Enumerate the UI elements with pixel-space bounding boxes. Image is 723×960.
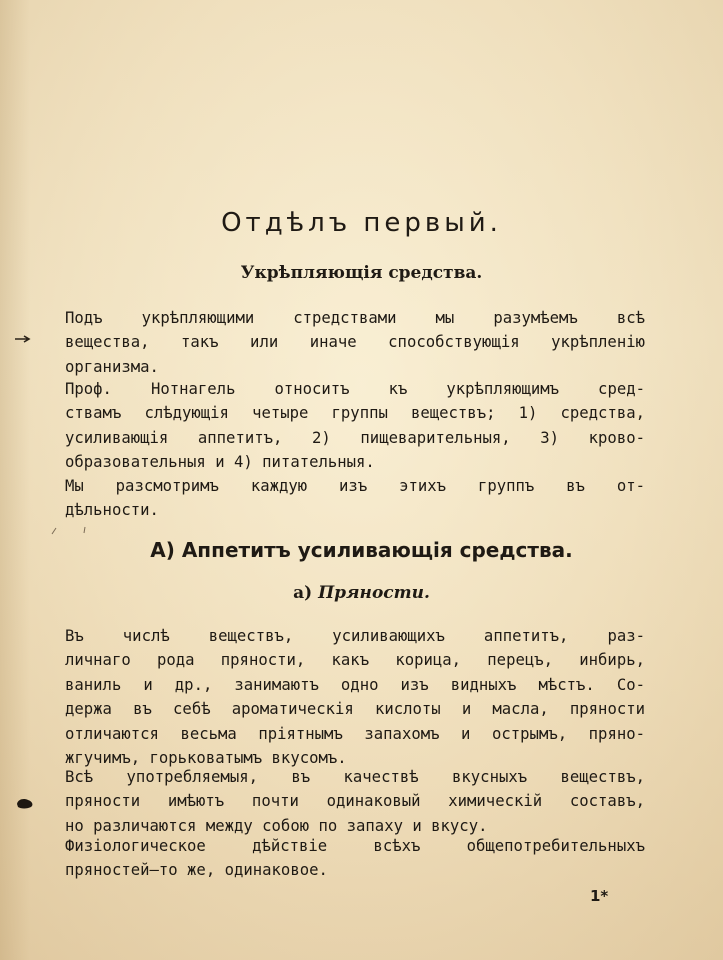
text-line: личнаго рода пряности, какъ корица, перецъ, инбирь, <box>65 651 645 670</box>
text-line: но различаются между собою по запаху и вкусу. <box>65 816 488 835</box>
text-line: организма. <box>65 357 159 376</box>
text-line: ствамъ слѣдующія четыре группы веществъ; 1) средства, <box>65 404 645 423</box>
subsection-heading: А) Аппетитъ усиливающія средства. <box>150 538 573 562</box>
section-subtitle: Укрѣпляющія средства. <box>240 263 483 283</box>
text-line: жгучимъ, горьковатымъ вкусомъ. <box>65 749 347 768</box>
text-line: вещества, такъ или иначе способствующія укрѣпленію <box>65 333 645 352</box>
subsection-subheading <box>0 583 723 603</box>
text-line: дѣльности. <box>65 501 159 520</box>
text-line: образовательныя и 4) питательныя. <box>65 453 375 472</box>
text-line: усиливающія аппетитъ, 2) пищеварительныя, 3) крово- <box>65 428 645 447</box>
paragraph-6 <box>65 834 645 883</box>
text-line: пряности имѣютъ почти одинаковый химическій составъ, <box>65 792 645 811</box>
subheading-label: а) <box>293 583 313 603</box>
text-line: пряностей—то же, одинаковое. <box>65 861 328 880</box>
subheading-title: Пряности. <box>318 583 430 603</box>
paragraph-2 <box>65 377 645 475</box>
paragraph-3 <box>65 474 645 523</box>
text-line: Въ числѣ веществъ, усиливающихъ аппетитъ, раз- <box>65 627 645 645</box>
margin-arrow-mark <box>14 335 32 343</box>
text-line: ваниль и др., занимаютъ одно изъ видныхъ мѣстъ. Со- <box>65 675 645 694</box>
pencil-tick-marks <box>50 524 90 536</box>
text-line: держа въ себѣ ароматическія кислоты и масла, пряности <box>65 700 645 719</box>
paragraph-1 <box>65 306 645 379</box>
paragraph-4 <box>65 624 645 770</box>
text-line: Физіологическое дѣйствіе всѣхъ общепотребительныхъ <box>65 837 645 855</box>
page-edge-shadow <box>0 0 30 960</box>
page-number: 1* <box>590 887 609 905</box>
ink-blot <box>15 796 35 810</box>
section-title: Отдѣлъ первый. <box>221 208 502 238</box>
text-line: Мы разсмотримъ каждую изъ этихъ группъ въ от- <box>65 477 645 495</box>
text-line: Проф. Нотнагель относитъ къ укрѣпляющимъ сред- <box>65 380 645 398</box>
text-line: Всѣ употребляемыя, въ качествѣ вкусныхъ веществъ, <box>65 768 645 786</box>
text-line: Подъ укрѣпляющими стредствами мы разумѣемъ всѣ <box>65 309 645 327</box>
paragraph-5 <box>65 765 645 838</box>
text-line: отличаются весьма пріятнымъ запахомъ и острымъ, пряно- <box>65 724 645 743</box>
